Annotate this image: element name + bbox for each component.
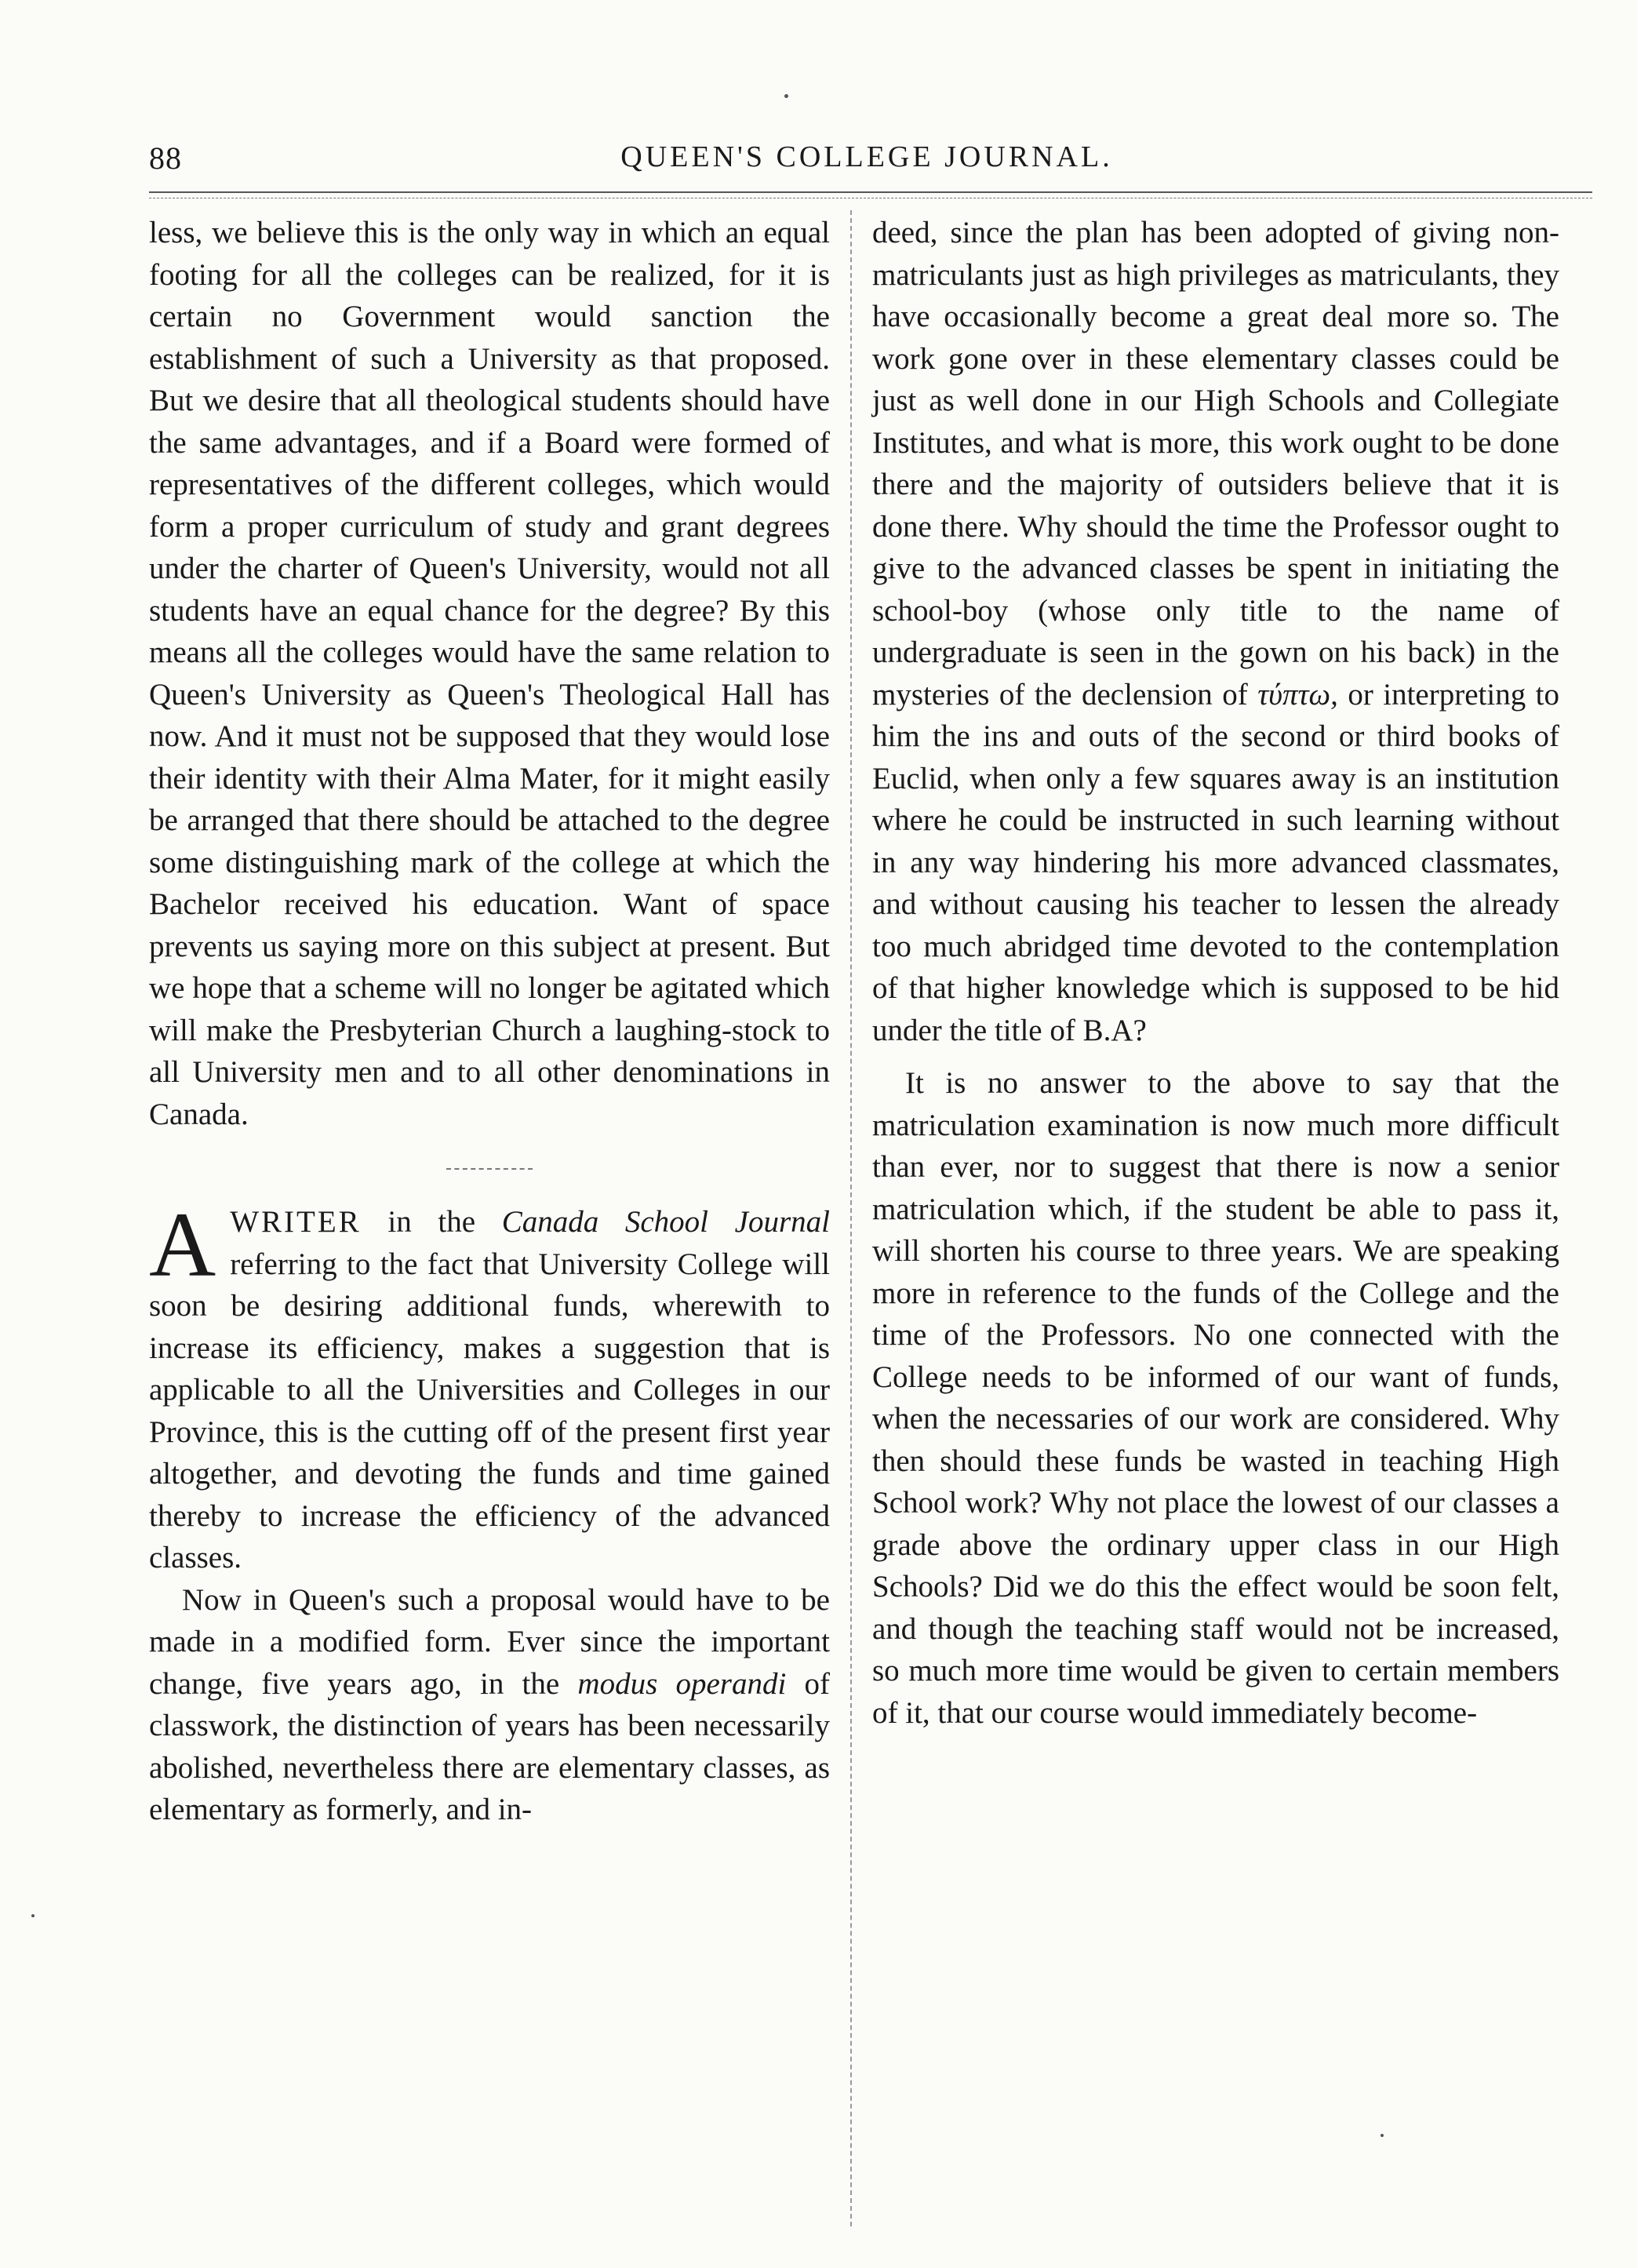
print-speck [31, 1914, 35, 1917]
header-rule [149, 191, 1592, 193]
print-speck [784, 94, 788, 98]
page-number: 88 [149, 140, 182, 176]
page-header [149, 140, 1584, 187]
section-separator [446, 1168, 533, 1170]
left-paragraph-3 [149, 1579, 830, 1831]
article-source-title: Canada School Journal [501, 1205, 831, 1239]
right-paragraph-2: It is no answer to the above to say that the matriculation examination is now much more difficult than ever, nor to suggest that there is now a senior matriculation which, if the student be able to pass it, will shorten his course to three years. We are speaking more in reference to the funds of the College and the time of the Professors. No one connected with the College needs to be informed of our want of funds, when the necessaries of our work are considered. Why then should these funds be wasted in teaching High School work? Why not place the lowest of our classes a grade above the ordinary upper class in our High Schools? Did we do this the effect would be soon felt, and though the teaching staff would not be increased, so much more time would be given to certain members of it, that our course would immediately become- [872, 1066, 1559, 1730]
print-speck [1381, 2134, 1384, 2137]
right-column [872, 212, 1559, 1734]
right-para-1-start: deed, since the plan has been adopted of giving non-matriculants just as high privileges as matriculants, they have occasionally become a great deal more so. The work gone over in these elementary classes could be just as well done in our High Schools and Collegiate Institutes, and what is more, this work ought to be done there and the majority of outsiders believe that it is done there. Why should the time the Professor ought to give to the advanced classes be spent in initiating the school-boy (whose only title to the name of undergraduate is seen in the gown on his back) in the mysteries of the declension of [872, 216, 1559, 712]
latin-phrase: modus operandi [577, 1666, 787, 1701]
left-column [149, 212, 830, 1831]
greek-word: τύπτω, [1257, 677, 1338, 712]
article-opening-text: referring to the fact that University College will soon be desiring additional funds, wherewith to increase its efficiency, makes a suggestion that is applicable to all the Universities and Colleges in our Province, this is the cutting off of the present first year altogether, and devoting the funds and time gained thereby to increase the efficiency of the advanced classes. [149, 1247, 830, 1574]
journal-title: QUEEN'S COLLEGE JOURNAL. [620, 140, 1113, 173]
column-divider [850, 210, 852, 2226]
right-paragraph-1 [872, 212, 1559, 1051]
article-opening-word: WRITER [230, 1205, 362, 1239]
article-in-the: in the [387, 1205, 476, 1239]
para-3-end: of classwork, the distinction of years has been necessarily abolished, nevertheless there are elementary classes, as elementary as formerly, and in- [149, 1666, 831, 1826]
article-opening-paragraph [149, 1193, 831, 1579]
para-3-start: Now in Queen's such a proposal would have to be made in a modified form. Ever since the important change, five years ago, in the [149, 1582, 830, 1701]
left-paragraph-1: less, we believe this is the only way in which an equal footing for all the colleges can be realized, for it is certain no Government would sanction the establishment of such a University as that proposed. But we desire that all theological students should have the same advantages, and if a Board were formed of representatives of the different colleges, which would form a proper curriculum of study and grant degrees under the charter of Queen's University, would not all students have an equal chance for the degree? By this means all the colleges would have the same relation to Queen's University as Queen's Theological Hall has now. And it must not be supposed that they would lose their identity with their Alma Mater, for it might easily be arranged that there should be attached to the degree some distinguishing mark of the college at which the Bachelor received his education. Want of space prevents us saying more on this subject at present. But we hope that a scheme will no longer be agitated which will make the Presbyterian Church a laughing-stock to all University men and to all other denominations in Canada. [149, 216, 830, 1131]
drop-cap: A [149, 1193, 216, 1296]
right-para-1-end: or interpreting to him the ins and outs of the second or third books of Euclid, when only a few squares away is an institution where he could be instructed in such learning without in any way hindering his more advanced classmates, and without causing his teacher to lessen the already too much abridged time devoted to the contemplation of that higher knowledge which is supposed to be hid under the title of B.A? [872, 677, 1559, 1047]
